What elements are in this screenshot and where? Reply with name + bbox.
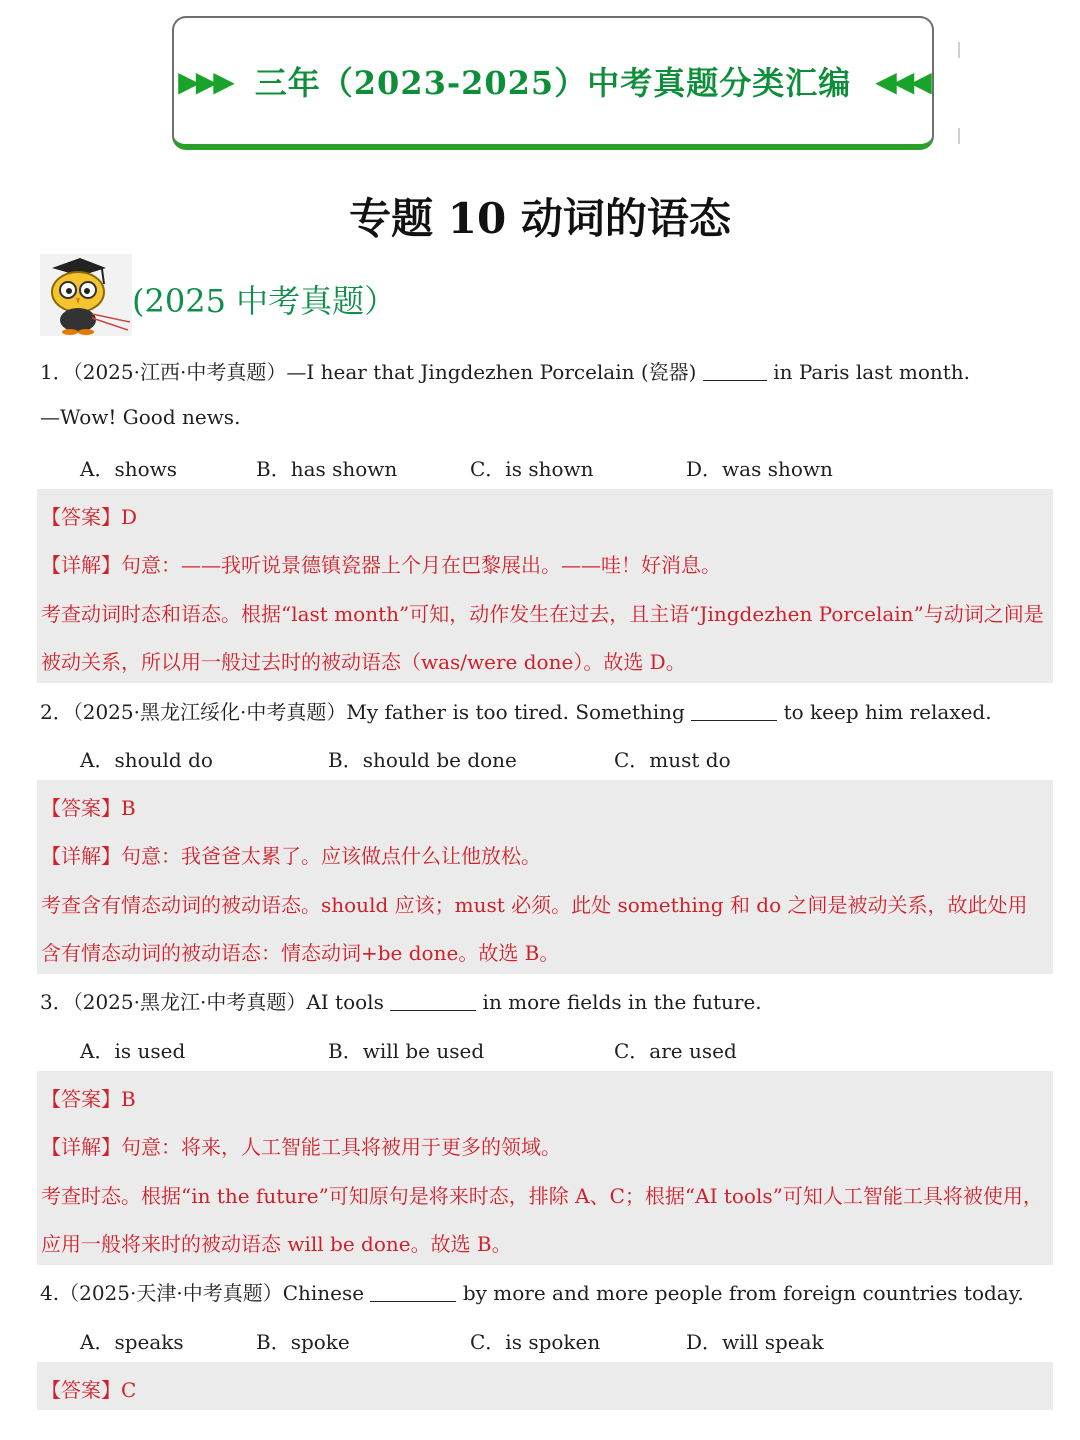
explanation: 【详解】句意：我爸爸太累了。应该做点什么让他放松。 xyxy=(41,844,541,868)
option-a: A．shows xyxy=(80,457,178,481)
question-number: 2． xyxy=(40,700,73,724)
question-1-stem xyxy=(40,356,970,385)
answer-box-4 xyxy=(37,1362,1053,1410)
option-b: B．has shown xyxy=(256,457,398,481)
banner-title: 三年（2023-2025）中考真题分类汇编 xyxy=(254,64,852,102)
question-text: in Paris last month. xyxy=(766,360,971,384)
answer-blank xyxy=(703,379,767,381)
question-number: 4. xyxy=(40,1281,60,1305)
option-a: A．is used xyxy=(80,1039,186,1063)
explanation: 含有情态动词的被动语态：情态动词+be done。故选 B。 xyxy=(41,941,560,965)
option-c: C．must do xyxy=(614,748,731,772)
explanation: 考查含有情态动词的被动语态。should 应该；must 必须。此处 something 和 do 之间是被动关系，故此处用 xyxy=(41,893,1028,917)
question-text: （2025·黑龙江绥化·中考真题）My father is too tired. Something xyxy=(72,700,692,724)
answer-box-1 xyxy=(37,489,1053,683)
explanation: 被动关系，所以用一般过去时的被动语态（was/were done）。故选 D。 xyxy=(41,650,686,674)
right-triple-arrow-icon: ▶▶▶ xyxy=(178,64,231,98)
page-title: 专题 10 动词的语态 xyxy=(349,194,731,243)
answer-blank xyxy=(370,1300,456,1302)
explanation: 【详解】句意：将来，人工智能工具将被用于更多的领域。 xyxy=(41,1135,561,1159)
question-number: 3． xyxy=(40,990,73,1014)
answer-box-3 xyxy=(37,1071,1053,1265)
question-2-stem xyxy=(40,696,992,725)
answer: 【答案】B xyxy=(41,796,136,820)
question-text: （2025·黑龙江·中考真题）AI tools xyxy=(72,990,391,1014)
edge-mark xyxy=(958,42,960,58)
answer: 【答案】D xyxy=(41,505,138,529)
option-d: D．will speak xyxy=(686,1330,824,1354)
owl-graduate-icon xyxy=(40,254,132,336)
explanation: 【详解】句意：——我听说景德镇瓷器上个月在巴黎展出。——哇！好消息。 xyxy=(41,553,721,577)
section-heading: (2025 中考真题） xyxy=(132,282,397,320)
answer: 【答案】B xyxy=(41,1087,136,1111)
option-c: C．is spoken xyxy=(470,1330,601,1354)
explanation: 应用一般将来时的被动语态 will be done。故选 B。 xyxy=(41,1232,512,1256)
option-c: C．is shown xyxy=(470,457,594,481)
question-1-response: —Wow! Good news. xyxy=(40,405,241,429)
option-a: A．should do xyxy=(80,748,213,772)
question-text: （2025·江西·中考真题）—I hear that Jingdezhen Porcelain (瓷器) xyxy=(72,360,703,384)
explanation: 考查时态。根据“in the future”可知原句是将来时态，排除 A、C；根据“AI tools”可知人工智能工具将被使用， xyxy=(41,1184,1043,1208)
answer-blank xyxy=(691,719,777,721)
question-3-stem xyxy=(40,986,762,1015)
answer-blank xyxy=(390,1009,476,1011)
question-text: in more fields in the future. xyxy=(476,990,762,1014)
option-a: A．speaks xyxy=(80,1330,184,1354)
answer-box-2 xyxy=(37,780,1053,974)
header-banner xyxy=(172,16,934,150)
answer: 【答案】C xyxy=(41,1378,137,1402)
option-c: C．are used xyxy=(614,1039,737,1063)
edge-mark xyxy=(958,128,960,144)
option-b: B．spoke xyxy=(256,1330,350,1354)
option-d: D．was shown xyxy=(686,457,833,481)
question-number: 1． xyxy=(40,360,73,384)
question-text: to keep him relaxed. xyxy=(777,700,992,724)
question-text: （2025·天津·中考真题）Chinese xyxy=(59,1281,371,1305)
option-b: B．should be done xyxy=(328,748,517,772)
question-4-stem xyxy=(40,1277,1024,1306)
explanation: 考查动词时态和语态。根据“last month”可知，动作发生在过去，且主语“Jingdezhen Porcelain”与动词之间是 xyxy=(41,602,1044,626)
question-text: by more and more people from foreign countries today. xyxy=(456,1281,1024,1305)
option-b: B．will be used xyxy=(328,1039,485,1063)
left-triple-arrow-icon: ◀◀◀ xyxy=(875,64,928,98)
